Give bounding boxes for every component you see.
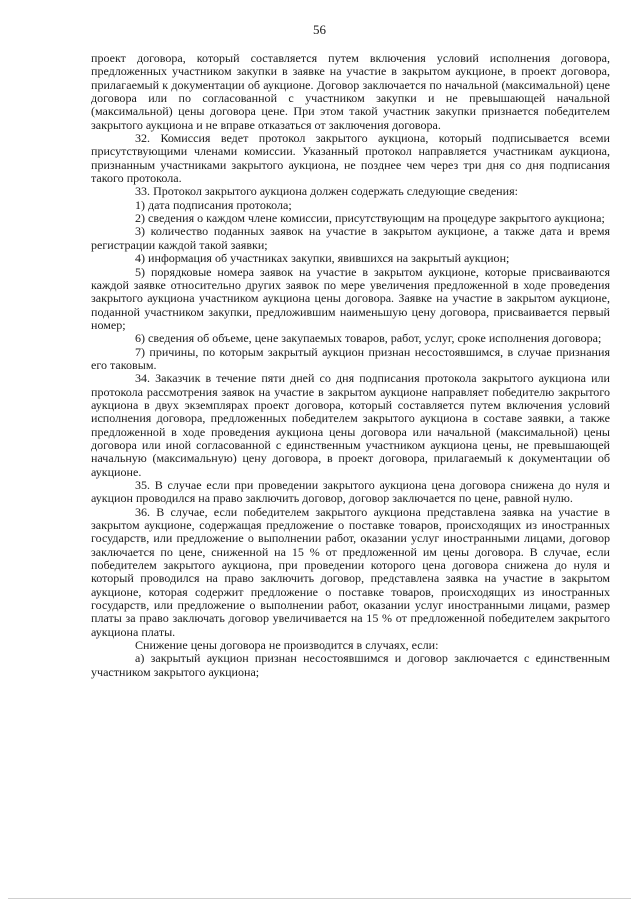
paragraph-35: 35. В случае если при проведении закрытого аукциона цена договора снижена до нуля и аукцион проводился на право заключить договор, договор заключается по цене, равной нулю.	[91, 478, 610, 506]
page-body	[91, 52, 610, 679]
paragraph-34: 34. Заказчик в течение пяти дней со дня подписания протокола закрытого аукциона или протокола рассмотрения заявок на участие в закрытом аукционе направляет победителю закрытого аукциона в двух экземплярах проект договора, который составляется путем включения условий исполнения договора, предложенных победителем закрытого аукциона в составе заявки, а также предложенной в ходе проведения аукциона цены договора или начальной (максимальной) цены договора или иной согласованной с единственным участником аукциона цены, не превышающей начальную (максимальную) цену договора, в проект договора, прилагаемый к документации об аукционе.	[91, 371, 610, 479]
list-item-33-2: 2) сведения о каждом члене комиссии, присутствующим на процедуре закрытого аукциона;	[135, 211, 605, 226]
list-item-33-1: 1) дата подписания протокола;	[135, 197, 292, 212]
list-item-a: а) закрытый аукцион признан несостоявшимся и договор заключается с единственным участником закрытого аукциона;	[91, 651, 610, 679]
list-item-33-3: 3) количество поданных заявок на участие в закрытом аукционе, а также дата и время регистрации каждой такой заявки;	[91, 224, 610, 252]
list-item-33-5: 5) порядковые номера заявок на участие в закрытом аукционе, которые присваиваются каждой заявке относительно других заявок по мере увеличения предложенной в ходе проведения закрытого аукциона участником аукциона цены договора. Заявке на участие в закрытом аукционе, поданной участником закупки, предложившим наименьшую цену договора, присваивается первый номер;	[91, 264, 610, 332]
list-item-33-6: 6) сведения об объеме, цене закупаемых товаров, работ, услуг, сроке исполнения договора;	[135, 331, 602, 346]
paragraph-continuation: проект договора, который составляется путем включения условий исполнения договора, предложенных участником закупки в заявке на участие в закрытом аукционе, в проект договора, прилагаемый к документации об аукционе. Договор заключается по начальной (максимальной) цене договора или по согласованной с участником закупки и не превышающей начальной (максимальной) цены договора цене. При этом такой участник закупки признается победителем закрытого аукциона и не вправе отказаться от заключения договора.	[91, 51, 610, 132]
list-item-33-7: 7) причины, по которым закрытый аукцион признан несостоявшимся, в случае признания его таковым.	[91, 344, 610, 372]
page-number: 56	[313, 22, 326, 37]
list-item-33-4: 4) информация об участниках закупки, явившихся на закрытый аукцион;	[135, 251, 510, 266]
paragraph-32: 32. Комиссия ведет протокол закрытого аукциона, который подписывается всеми присутствующими членами комиссии. Указанный протокол направляется участникам аукциона, признанным участниками закрытого аукциона, не позднее чем через три дня со дня подписания такого протокола.	[91, 131, 610, 186]
bottom-scan-edge	[8, 898, 631, 899]
paragraph-price-reduction: Снижение цены договора не производится в случаях, если:	[135, 638, 439, 653]
paragraph-33: 33. Протокол закрытого аукциона должен содержать следующие сведения:	[135, 184, 518, 199]
paragraph-36: 36. В случае, если победителем закрытого аукциона представлена заявка на участие в закрытом аукционе, содержащая предложение о поставке товаров, происходящих из иностранных государств, или предложение о выполнении работ, оказании услуг иностранными лицами, договор заключается по цене, сниженной на 15 % от предложенной им цены договора. В случае, если победителем закрытого аукциона, при проведении которого цена договора снижена до нуля и который проводился на право заключить договор, представлена заявка на участие в закрытом аукционе, которая содержит предложение о поставке товаров, происходящих из иностранных государств, или предложение о выполнении работ, оказании услуг иностранными лицами, размер платы за право заключать договор увеличивается на 15 % от предложенной победителем закрытого аукциона платы.	[91, 504, 610, 639]
